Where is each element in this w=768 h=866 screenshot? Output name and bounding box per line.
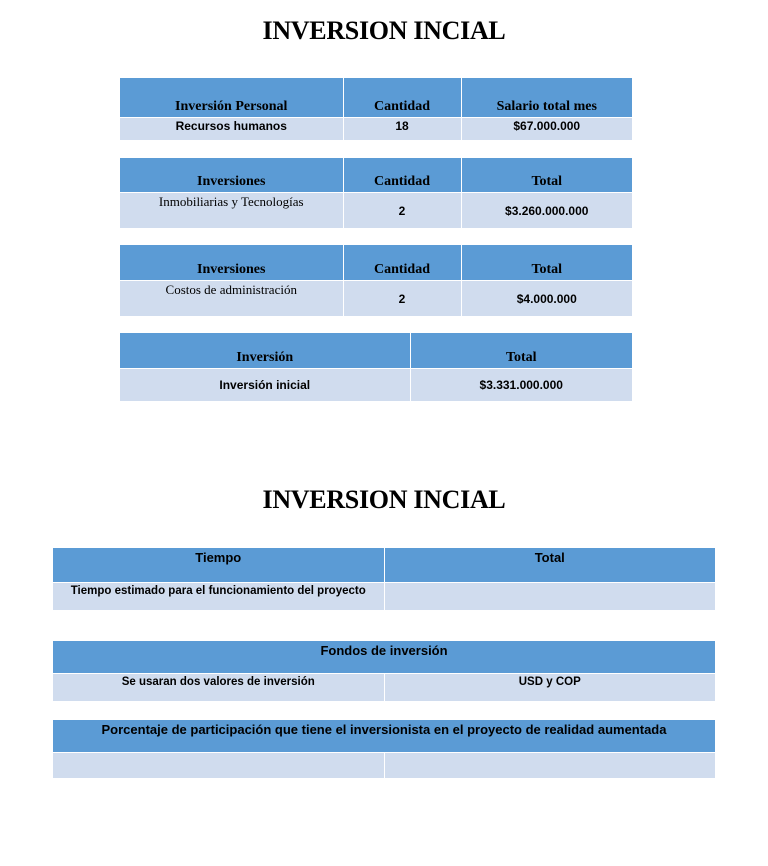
header-porcentaje-participacion: Porcentaje de participación que tiene el inversionista en el proyecto de realidad aumentada <box>53 720 715 752</box>
table-fondos-inversion <box>53 641 715 701</box>
header-tiempo: Tiempo <box>53 548 384 582</box>
table-inversion-inicial <box>120 333 632 401</box>
page-title: INVERSION INCIAL <box>262 16 506 45</box>
cell-costos-administracion: Costos de administración <box>120 280 343 316</box>
table-porcentaje-participacion <box>53 720 715 778</box>
header-total: Total <box>410 333 632 368</box>
table-inversion-personal <box>120 78 632 140</box>
header-salario-total-mes: Salario total mes <box>461 78 632 117</box>
cell-total: $4.000.000 <box>461 280 632 316</box>
cell-valores-inversion: Se usaran dos valores de inversión <box>53 673 384 701</box>
header-inversion: Inversión <box>120 333 410 368</box>
cell-cantidad: 2 <box>343 192 461 228</box>
header-inversiones: Inversiones <box>120 245 343 280</box>
cell-monedas: USD y COP <box>384 673 715 701</box>
header-total: Total <box>461 245 632 280</box>
header-inversion-personal: Inversión Personal <box>120 78 343 117</box>
cell-recursos-humanos: Recursos humanos <box>120 117 343 140</box>
cell-inmobiliarias-tecnologias: Inmobiliarias y Tecnologías <box>120 192 343 228</box>
section-title: INVERSION INCIAL <box>262 485 506 514</box>
cell-inversion-inicial: Inversión inicial <box>120 368 410 401</box>
header-fondos-inversion: Fondos de inversión <box>53 641 715 673</box>
cell-empty-right <box>384 752 715 778</box>
header-cantidad: Cantidad <box>343 158 461 192</box>
header-cantidad: Cantidad <box>343 245 461 280</box>
header-total: Total <box>384 548 715 582</box>
table-inversiones-inmobiliarias <box>120 158 632 228</box>
header-cantidad: Cantidad <box>343 78 461 117</box>
cell-salario: $67.000.000 <box>461 117 632 140</box>
cell-total: $3.260.000.000 <box>461 192 632 228</box>
cell-cantidad: 2 <box>343 280 461 316</box>
header-inversiones: Inversiones <box>120 158 343 192</box>
cell-cantidad: 18 <box>343 117 461 140</box>
cell-empty-left <box>53 752 384 778</box>
header-total: Total <box>461 158 632 192</box>
cell-tiempo-estimado: Tiempo estimado para el funcionamiento del proyecto <box>53 582 384 610</box>
table-tiempo <box>53 548 715 610</box>
table-costos-administracion <box>120 245 632 316</box>
cell-total-empty <box>384 582 715 610</box>
cell-total: $3.331.000.000 <box>410 368 632 401</box>
